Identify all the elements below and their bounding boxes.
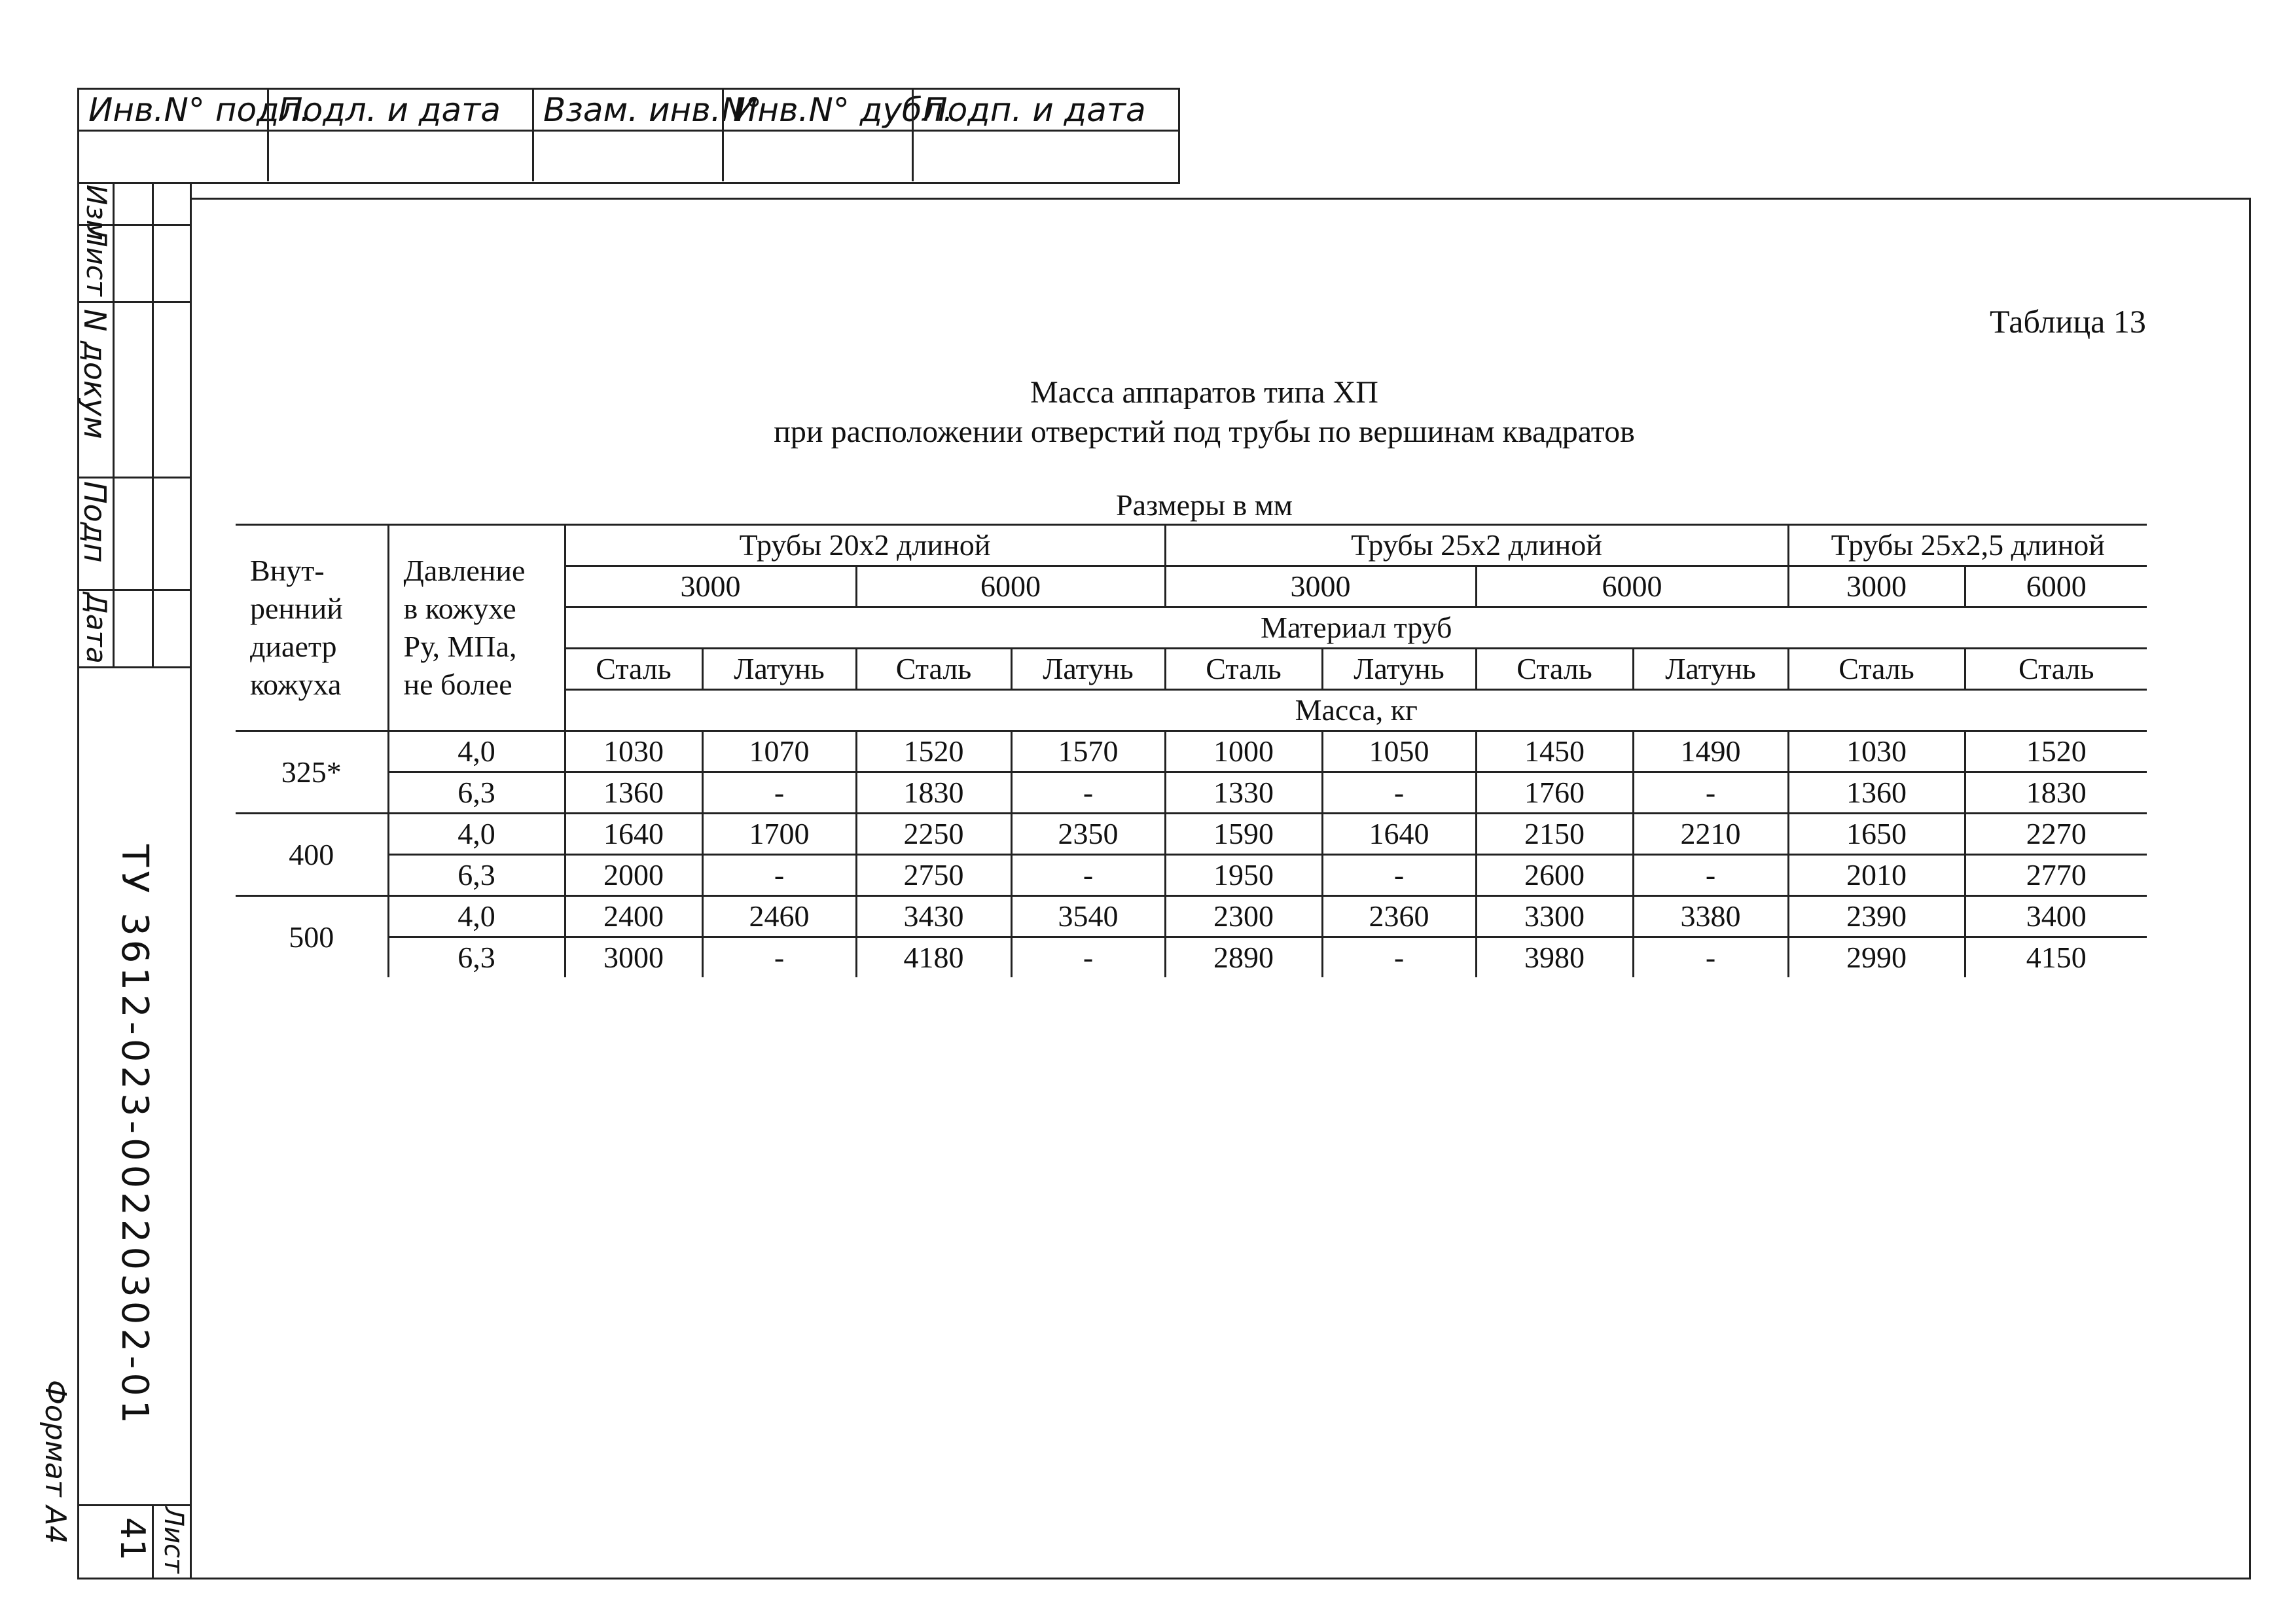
mass-table (236, 524, 2147, 977)
cell-pressure: 6,3 (388, 855, 565, 896)
stamp-label: Подп. и дата (923, 91, 1146, 129)
frame-top (77, 182, 1180, 184)
table-title-line1: Масса аппаратов типа ХП (1030, 375, 1378, 410)
material-cell: Сталь (565, 649, 702, 690)
cell-mass: 1030 (565, 731, 702, 772)
group-header-25x2: Трубы 25x2 длиной (1165, 525, 1788, 566)
cell-mass: 1360 (565, 772, 702, 814)
cell-mass: 2990 (1788, 937, 1965, 978)
material-cell: Сталь (1165, 649, 1322, 690)
cell-mass: 2270 (1965, 814, 2147, 855)
cell-mass: 1360 (1788, 772, 1965, 814)
cell-mass: - (1322, 937, 1476, 978)
side-label-list: Лист (81, 226, 113, 297)
stamp-label: Подл. и дата (278, 91, 501, 129)
cell-mass: 2600 (1476, 855, 1633, 896)
material-cell: Латунь (1633, 649, 1788, 690)
table-number: Таблица 13 (1990, 303, 2146, 340)
side-label-data: Дата (81, 592, 113, 664)
cell-mass: 2350 (1011, 814, 1165, 855)
side-label-ndokum: N докум (77, 309, 113, 439)
frame-top-right (190, 198, 2250, 200)
side-sheet-col (152, 1504, 154, 1578)
cell-mass: 3400 (1965, 896, 2147, 937)
side-label-podp: Подп (77, 481, 113, 563)
cell-diameter: 325* (236, 731, 388, 814)
cell-mass: 2250 (856, 814, 1011, 855)
cell-mass: - (702, 855, 856, 896)
stamp-cell-podp-data (912, 88, 1182, 181)
header-pressure: Давление в кожухе Ру, МПа, не более (388, 525, 565, 731)
table-row (236, 772, 2147, 814)
side-row-3 (77, 477, 191, 478)
cell-mass: 2400 (565, 896, 702, 937)
cell-mass: 1700 (702, 814, 856, 855)
frame-right (2249, 198, 2251, 1579)
side-label-izm: Изм (81, 185, 113, 241)
cell-mass: 2360 (1322, 896, 1476, 937)
cell-mass: 1760 (1476, 772, 1633, 814)
cell-mass: 2890 (1165, 937, 1322, 978)
side-col-2 (152, 182, 154, 668)
stamp-label: Взам. инв.N° (543, 91, 762, 129)
cell-mass: - (1633, 937, 1788, 978)
group-header-20x2: Трубы 20x2 длиной (565, 525, 1165, 566)
cell-mass: 1520 (1965, 731, 2147, 772)
table-row (236, 731, 2147, 772)
cell-mass: 2460 (702, 896, 856, 937)
length-header: 6000 (856, 566, 1165, 607)
cell-pressure: 6,3 (388, 937, 565, 978)
cell-mass: 1330 (1165, 772, 1322, 814)
length-header: 3000 (565, 566, 856, 607)
group-header-25x2-5: Трубы 25x2,5 длиной (1788, 525, 2147, 566)
side-row-5 (77, 666, 191, 668)
cell-mass: - (702, 772, 856, 814)
cell-mass: 1570 (1011, 731, 1165, 772)
table-row (236, 814, 2147, 855)
cell-mass: 3980 (1476, 937, 1633, 978)
cell-mass: 3380 (1633, 896, 1788, 937)
cell-mass: - (1011, 772, 1165, 814)
format-label: Формат А4 (39, 1380, 72, 1544)
cell-mass: - (1011, 937, 1165, 978)
length-header: 3000 (1788, 566, 1965, 607)
cell-mass: 1590 (1165, 814, 1322, 855)
stamp-label: Инв.N° подл. (88, 91, 311, 129)
cell-mass: 3430 (856, 896, 1011, 937)
cell-mass: 1830 (856, 772, 1011, 814)
material-header: Материал труб (565, 607, 2147, 649)
cell-mass: 1070 (702, 731, 856, 772)
cell-mass: 1490 (1633, 731, 1788, 772)
cell-mass: - (702, 937, 856, 978)
mass-header: Масса, кг (565, 690, 2147, 731)
document-code: ТУ 3612-023-00220302-01 (113, 844, 156, 1428)
cell-mass: - (1633, 772, 1788, 814)
cell-mass: 3300 (1476, 896, 1633, 937)
cell-mass: 1650 (1788, 814, 1965, 855)
stamp-cell-vzam-inv (532, 88, 762, 181)
material-cell: Сталь (1965, 649, 2147, 690)
cell-mass: 2010 (1788, 855, 1965, 896)
cell-mass: 3000 (565, 937, 702, 978)
cell-mass: 1050 (1322, 731, 1476, 772)
cell-pressure: 4,0 (388, 731, 565, 772)
cell-mass: 2210 (1633, 814, 1788, 855)
stamp-label: Инв.N° дубл. (733, 91, 954, 129)
material-cell: Сталь (1788, 649, 1965, 690)
stamp-block (77, 88, 1180, 181)
cell-pressure: 4,0 (388, 814, 565, 855)
stamp-cell-inv-podl (77, 88, 311, 181)
side-row-2 (77, 301, 191, 303)
cell-mass: 1950 (1165, 855, 1322, 896)
cell-diameter: 500 (236, 896, 388, 978)
data-rows (236, 731, 2147, 978)
cell-mass: 2750 (856, 855, 1011, 896)
cell-mass: 1640 (565, 814, 702, 855)
side-col-1 (113, 182, 115, 668)
cell-mass: 2390 (1788, 896, 1965, 937)
units-note: Размеры в мм (1116, 488, 1293, 522)
frame-inner-left (190, 182, 192, 1579)
side-row-6 (77, 1504, 191, 1506)
cell-mass: 1830 (1965, 772, 2147, 814)
cell-mass: 2300 (1165, 896, 1322, 937)
cell-mass: 3540 (1011, 896, 1165, 937)
cell-mass: - (1011, 855, 1165, 896)
cell-mass: - (1322, 855, 1476, 896)
cell-pressure: 4,0 (388, 896, 565, 937)
material-cell: Латунь (1322, 649, 1476, 690)
cell-mass: 1520 (856, 731, 1011, 772)
cell-mass: 2150 (1476, 814, 1633, 855)
cell-mass: - (1633, 855, 1788, 896)
cell-mass: - (1322, 772, 1476, 814)
table-title-line2: при расположении отверстий под трубы по вершинам квадратов (774, 414, 1635, 449)
cell-mass: 4150 (1965, 937, 2147, 978)
material-cell: Сталь (856, 649, 1011, 690)
cell-mass: 1030 (1788, 731, 1965, 772)
cell-mass: 1450 (1476, 731, 1633, 772)
cell-diameter: 400 (236, 814, 388, 896)
cell-mass: 1640 (1322, 814, 1476, 855)
stamp-cell-inv-dubl (722, 88, 954, 181)
length-header: 6000 (1965, 566, 2147, 607)
table-row (236, 855, 2147, 896)
frame-bottom (77, 1578, 2251, 1579)
table-row (236, 896, 2147, 937)
cell-mass: 4180 (856, 937, 1011, 978)
length-header: 3000 (1165, 566, 1476, 607)
material-cell: Латунь (1011, 649, 1165, 690)
material-cell: Латунь (702, 649, 856, 690)
cell-mass: 2000 (565, 855, 702, 896)
sheet-label: Лист (158, 1507, 188, 1574)
table-row (236, 937, 2147, 978)
cell-pressure: 6,3 (388, 772, 565, 814)
material-cell: Сталь (1476, 649, 1633, 690)
cell-mass: 1000 (1165, 731, 1322, 772)
length-header: 6000 (1476, 566, 1788, 607)
stamp-cell-podl-data (267, 88, 534, 181)
side-row-4 (77, 589, 191, 591)
sheet-number: 41 (113, 1517, 152, 1561)
cell-mass: 2770 (1965, 855, 2147, 896)
header-inner-diameter: Внут- ренний диаетр кожуха (236, 525, 388, 731)
